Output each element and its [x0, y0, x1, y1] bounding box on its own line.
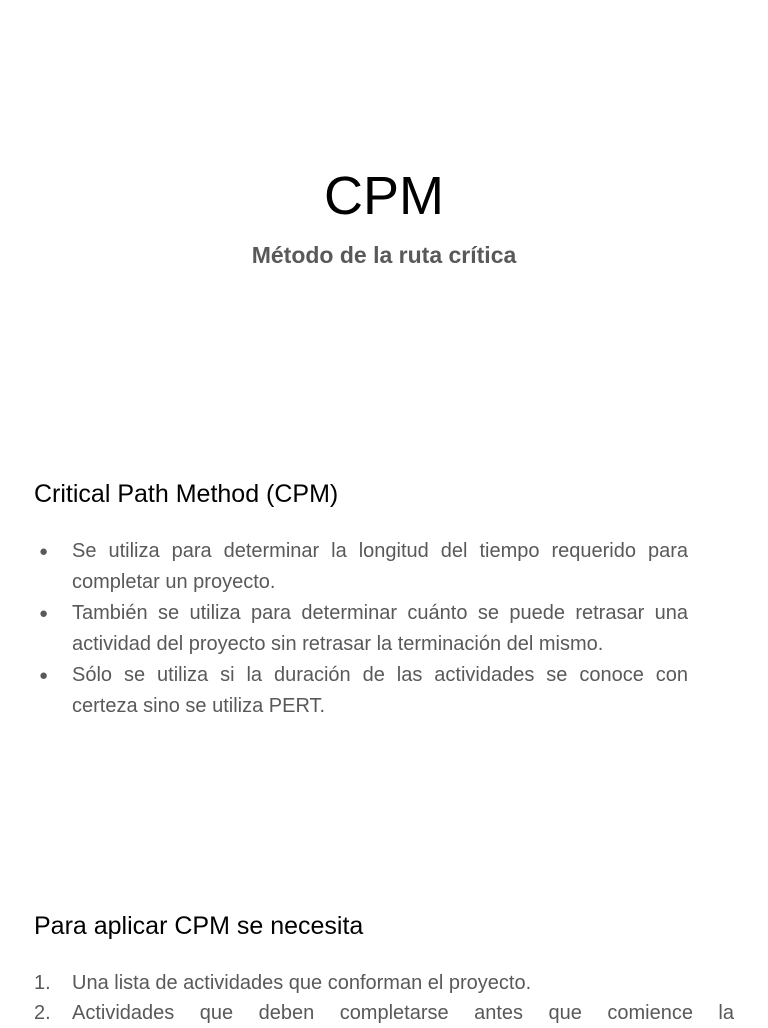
- numbered-list: [34, 968, 734, 1028]
- title-slide: [0, 0, 768, 420]
- list-item-number: 2.: [34, 1002, 51, 1024]
- list-item-text: Se utiliza para determinar la longitud del tiempo requerido para completar un proyecto.: [72, 540, 688, 593]
- page-title: CPM: [324, 166, 444, 226]
- section-heading-requirements: Para aplicar CPM se necesita: [34, 912, 364, 940]
- section-heading-cpm: Critical Path Method (CPM): [34, 480, 339, 508]
- list-item-text: Sólo se utiliza si la duración de las actividades se conoce con certeza sino se utiliza PERT.: [72, 664, 688, 717]
- list-item-text: Actividades que deben completarse antes que comience la: [72, 1002, 734, 1024]
- bullet-icon: ●: [39, 667, 49, 684]
- list-item: [34, 598, 688, 660]
- list-item-text: Una lista de actividades que conforman el proyecto.: [72, 972, 532, 994]
- page-subtitle: Método de la ruta crítica: [251, 242, 517, 268]
- bullet-icon: ●: [39, 543, 49, 560]
- list-item: [34, 968, 734, 998]
- bullet-list: [34, 536, 688, 722]
- list-item: [34, 660, 688, 722]
- list-item-number: 1.: [34, 972, 51, 994]
- bullet-icon: ●: [39, 605, 49, 622]
- list-item: [34, 536, 688, 598]
- list-item-text: También se utiliza para determinar cuánto se puede retrasar una actividad del proyecto sin retrasar la terminación del mismo.: [72, 602, 688, 655]
